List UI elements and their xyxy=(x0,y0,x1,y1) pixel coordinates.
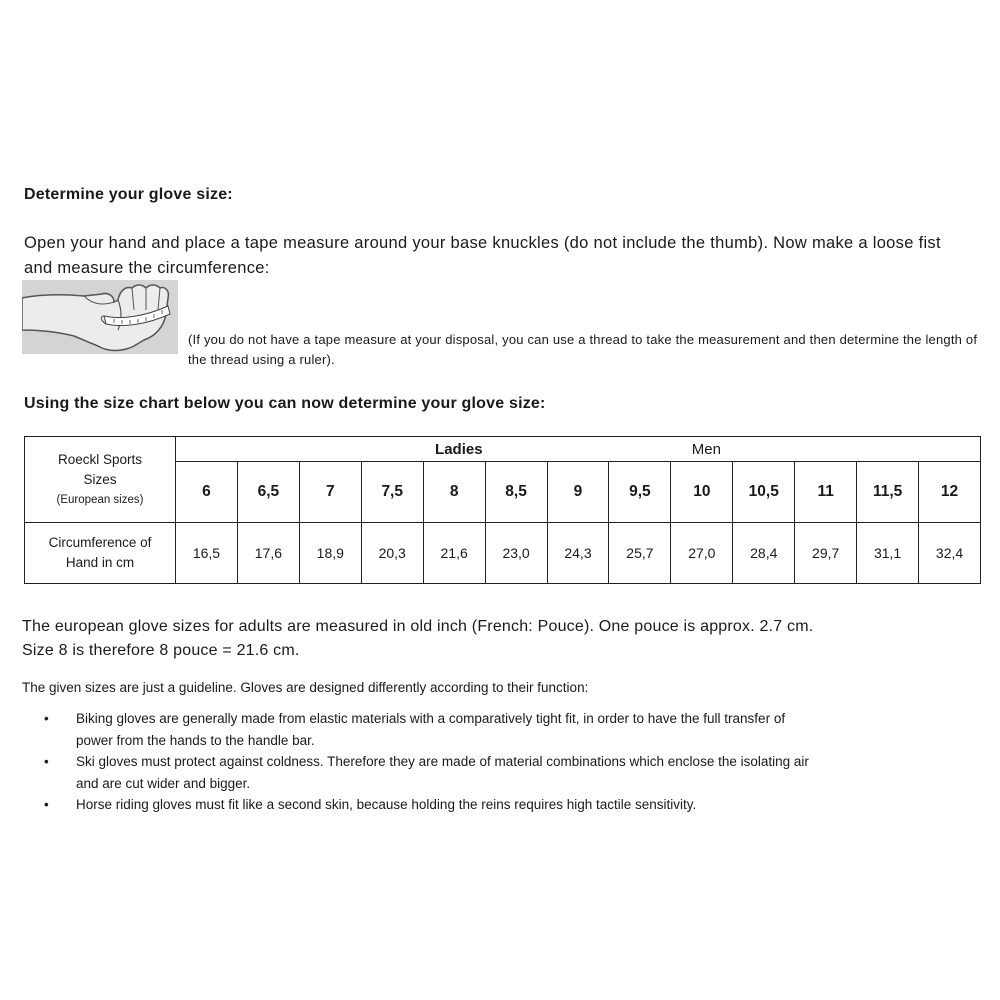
bullet-icon: • xyxy=(44,711,49,726)
circumference-cell: 29,7 xyxy=(795,523,857,584)
circ-label-line2: Hand in cm xyxy=(65,555,135,570)
sizes-row-label xyxy=(25,437,176,523)
group-ladies: Ladies xyxy=(435,440,483,458)
list-item xyxy=(42,708,822,751)
list-item-text: Ski gloves must protect against coldness. Therefore they are made of material combinations which enclose the isolating air and are cut wider and bigger. xyxy=(76,754,809,791)
european-sizes-paragraph xyxy=(22,615,982,663)
group-header xyxy=(176,437,981,462)
hand-measuring-tape-icon xyxy=(22,280,178,354)
list-item-text: Biking gloves are generally made from elastic materials with a comparatively tight fit, in order to have the full transfer of power from the hands to the handle bar. xyxy=(76,711,786,748)
european-sizes-line2: Size 8 is therefore 8 pouce = 21.6 cm. xyxy=(22,642,300,659)
size-cell: 7 xyxy=(299,462,361,523)
size-cell: 9,5 xyxy=(609,462,671,523)
intro-paragraph: Open your hand and place a tape measure around your base knuckles (do not include the thumb). Now make a loose fist and measure the circumference: xyxy=(24,234,941,277)
circumference-cell: 31,1 xyxy=(857,523,919,584)
circumference-cell: 24,3 xyxy=(547,523,609,584)
size-cell: 8,5 xyxy=(485,462,547,523)
circumference-row-label xyxy=(25,523,176,584)
size-cell: 12 xyxy=(919,462,981,523)
size-cell: 10,5 xyxy=(733,462,795,523)
guideline-text: The given sizes are just a guideline. Gloves are designed differently according to their function: xyxy=(22,680,589,695)
circumference-cell: 20,3 xyxy=(361,523,423,584)
bullet-icon: • xyxy=(44,797,49,812)
circumference-cell: 18,9 xyxy=(299,523,361,584)
size-cell: 6,5 xyxy=(237,462,299,523)
circumference-cell: 28,4 xyxy=(733,523,795,584)
european-sizes-line1: The european glove sizes for adults are measured in old inch (French: Pouce). One pouce is approx. 2.7 cm. xyxy=(22,618,814,635)
sizes-label-line1: Roeckl Sports xyxy=(57,451,143,467)
list-item xyxy=(42,751,822,794)
list-item xyxy=(42,794,822,816)
size-cell: 9 xyxy=(547,462,609,523)
bullet-icon: • xyxy=(44,754,49,769)
circumference-cell: 32,4 xyxy=(919,523,981,584)
sizes-label-line3: (European sizes) xyxy=(56,493,144,506)
size-chart-table xyxy=(24,436,981,584)
sizes-label-line2: Sizes xyxy=(83,471,117,487)
circumference-cell: 21,6 xyxy=(423,523,485,584)
section-heading: Determine your glove size: xyxy=(24,186,233,203)
size-cell: 11 xyxy=(795,462,857,523)
size-chart-heading: Using the size chart below you can now determine your glove size: xyxy=(24,395,546,412)
list-item-text: Horse riding gloves must fit like a second skin, because holding the reins requires high tactile sensitivity. xyxy=(76,797,697,812)
circumference-cell: 27,0 xyxy=(671,523,733,584)
glove-type-list xyxy=(42,708,822,816)
size-cell: 6 xyxy=(176,462,238,523)
tape-measure-note: (If you do not have a tape measure at your disposal, you can use a thread to take the measurement and then determine the length of the thread using a ruler). xyxy=(188,332,978,367)
circumference-cell: 16,5 xyxy=(176,523,238,584)
size-cell: 11,5 xyxy=(857,462,919,523)
circumference-cell: 17,6 xyxy=(237,523,299,584)
circ-label-line1: Circumference of xyxy=(48,535,152,550)
circumference-cell: 23,0 xyxy=(485,523,547,584)
size-cell: 8 xyxy=(423,462,485,523)
size-cell: 10 xyxy=(671,462,733,523)
group-men: Men xyxy=(691,440,721,458)
circumference-cell: 25,7 xyxy=(609,523,671,584)
size-cell: 7,5 xyxy=(361,462,423,523)
